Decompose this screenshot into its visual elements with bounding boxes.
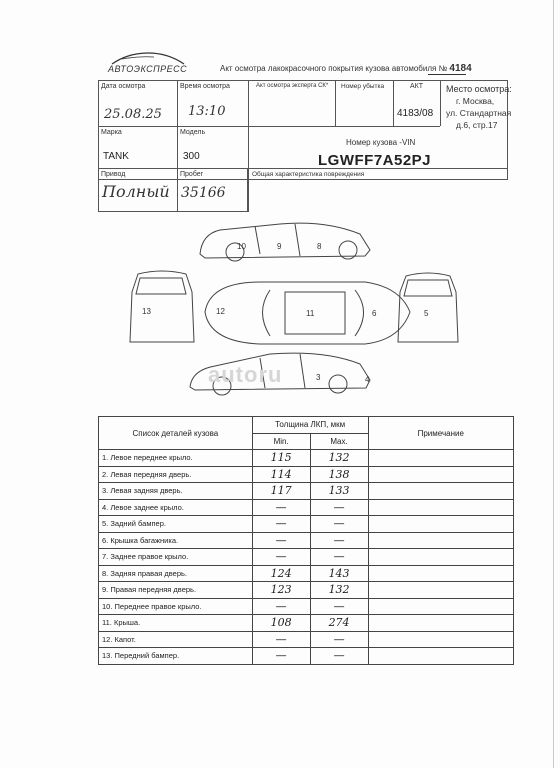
note-cell xyxy=(368,565,513,582)
part-name-cell: 13. Передний бампер. xyxy=(99,648,253,665)
zone-label: 9 xyxy=(277,242,282,251)
max-value-cell: 274 xyxy=(310,615,368,632)
title-text: Акт осмотра лакокрасочного покрытия кузова автомобиля № xyxy=(220,64,448,73)
max-value-cell: — xyxy=(310,648,368,665)
min-value-cell: 117 xyxy=(252,483,310,500)
min-value-cell: 114 xyxy=(252,466,310,483)
note-cell xyxy=(368,615,513,632)
grid-line xyxy=(248,126,440,127)
table-row xyxy=(99,483,514,500)
min-value-cell: 124 xyxy=(252,565,310,582)
min-value-cell: — xyxy=(252,631,310,648)
place-line-2: ул. Стандартная xyxy=(446,108,512,118)
expert-label: Акт осмотра эксперта СК* xyxy=(256,83,329,89)
table-row xyxy=(99,582,514,599)
note-cell xyxy=(368,532,513,549)
min-value-cell: 108 xyxy=(252,615,310,632)
time-label: Время осмотра xyxy=(180,83,230,90)
model-label: Модель xyxy=(180,129,206,136)
table-row xyxy=(99,598,514,615)
part-name-cell: 7. Заднее правое крыло. xyxy=(99,549,253,566)
note-cell xyxy=(368,631,513,648)
max-value-cell: — xyxy=(310,631,368,648)
max-value-cell: — xyxy=(310,549,368,566)
note-cell xyxy=(368,450,513,467)
table-body xyxy=(99,450,514,665)
zone-label: 13 xyxy=(142,307,151,316)
header-grid xyxy=(98,80,508,180)
col-parts-header: Список деталей кузова xyxy=(99,417,253,450)
zone-label: 6 xyxy=(372,309,377,318)
paint-thickness-table xyxy=(98,416,514,665)
damage-label: Общая характеристика повреждения xyxy=(252,171,365,178)
note-cell xyxy=(368,499,513,516)
table-row xyxy=(99,516,514,533)
zone-label: 5 xyxy=(424,309,429,318)
place-line-3: д.6, стр.17 xyxy=(456,120,498,130)
col-max-header: Max. xyxy=(310,433,368,450)
table-row xyxy=(99,648,514,665)
table-row xyxy=(99,499,514,516)
part-name-cell: 10. Переднее правое крыло. xyxy=(99,598,253,615)
table-row xyxy=(99,466,514,483)
date-value: 25.08.25 xyxy=(104,107,162,122)
max-value-cell: 143 xyxy=(310,565,368,582)
max-value-cell: — xyxy=(310,499,368,516)
col-min-header: Min. xyxy=(252,433,310,450)
page-edge xyxy=(553,0,554,768)
table-row xyxy=(99,450,514,467)
min-value-cell: — xyxy=(252,549,310,566)
watermark-text: autoru xyxy=(208,362,283,387)
part-name-cell: 6. Крышка багажника. xyxy=(99,532,253,549)
brand-label: Марка xyxy=(101,129,122,136)
drive-label: Привод xyxy=(101,171,126,178)
min-value-cell: — xyxy=(252,499,310,516)
note-cell xyxy=(368,466,513,483)
part-name-cell: 2. Левая передняя дверь. xyxy=(99,466,253,483)
min-value-cell: — xyxy=(252,516,310,533)
min-value-cell: — xyxy=(252,598,310,615)
table-header-row xyxy=(99,417,514,434)
grid-line xyxy=(335,80,336,126)
act-value: 4183/08 xyxy=(397,108,434,119)
drive-value: Полный xyxy=(102,182,170,201)
max-value-cell: 133 xyxy=(310,483,368,500)
max-value-cell: 132 xyxy=(310,450,368,467)
loss-label: Номер убытка xyxy=(341,83,385,90)
place-line-1: г. Москва, xyxy=(456,96,495,106)
part-name-cell: 3. Левая задняя дверь. xyxy=(99,483,253,500)
zone-label: 11 xyxy=(306,309,315,318)
part-name-cell: 12. Капот. xyxy=(99,631,253,648)
col-thickness-header: Толщина ЛКП, мкм xyxy=(252,417,368,434)
table-row xyxy=(99,615,514,632)
table-row xyxy=(99,631,514,648)
title-underline xyxy=(428,74,466,75)
brand-value: TANK xyxy=(103,151,129,162)
zone-label: 8 xyxy=(317,242,322,251)
mileage-value: 35166 xyxy=(181,185,226,201)
part-name-cell: 1. Левое переднее крыло. xyxy=(99,450,253,467)
act-number: 4184 xyxy=(449,63,472,74)
wheel-shape xyxy=(329,375,347,393)
max-value-cell: — xyxy=(310,516,368,533)
car-side-top-outline xyxy=(200,223,370,258)
grid-line xyxy=(393,80,394,126)
min-value-cell: — xyxy=(252,648,310,665)
company-logo xyxy=(108,50,188,80)
grid-line xyxy=(440,80,441,126)
note-cell xyxy=(368,516,513,533)
logo-text: АВТОЭКСПРЕСС xyxy=(108,64,188,74)
document-title xyxy=(220,63,472,74)
max-value-cell: — xyxy=(310,532,368,549)
date-label: Дата осмотра xyxy=(101,83,146,90)
vin-value: LGWFF7A52PJ xyxy=(318,152,432,169)
note-cell xyxy=(368,648,513,665)
part-name-cell: 9. Правая передняя дверь. xyxy=(99,582,253,599)
part-name-cell: 4. Левое заднее крыло. xyxy=(99,499,253,516)
part-name-cell: 11. Крыша. xyxy=(99,615,253,632)
mileage-label: Пробег xyxy=(180,171,204,178)
min-value-cell: — xyxy=(252,532,310,549)
table-row xyxy=(99,565,514,582)
grid-line xyxy=(98,126,248,127)
min-value-cell: 115 xyxy=(252,450,310,467)
table-row xyxy=(99,549,514,566)
car-body-diagram xyxy=(120,212,460,412)
zone-label: 3 xyxy=(316,373,321,382)
zone-label: 10 xyxy=(237,242,246,251)
max-value-cell: 138 xyxy=(310,466,368,483)
place-label: Место осмотра: xyxy=(446,84,512,94)
note-cell xyxy=(368,582,513,599)
zone-label: 12 xyxy=(216,307,225,316)
zone-label: 4 xyxy=(365,375,370,384)
table-row xyxy=(99,532,514,549)
time-value: 13:10 xyxy=(188,104,226,119)
max-value-cell: — xyxy=(310,598,368,615)
note-cell xyxy=(368,549,513,566)
max-value-cell: 132 xyxy=(310,582,368,599)
part-name-cell: 8. Задняя правая дверь. xyxy=(99,565,253,582)
note-cell xyxy=(368,483,513,500)
model-value: 300 xyxy=(183,151,200,162)
vin-label: Номер кузова -VIN xyxy=(346,138,416,147)
note-cell xyxy=(368,598,513,615)
col-note-header: Примечание xyxy=(368,417,513,450)
act-label: АКТ xyxy=(410,83,424,90)
min-value-cell: 123 xyxy=(252,582,310,599)
part-name-cell: 5. Задний бампер. xyxy=(99,516,253,533)
grid-line xyxy=(248,80,249,212)
